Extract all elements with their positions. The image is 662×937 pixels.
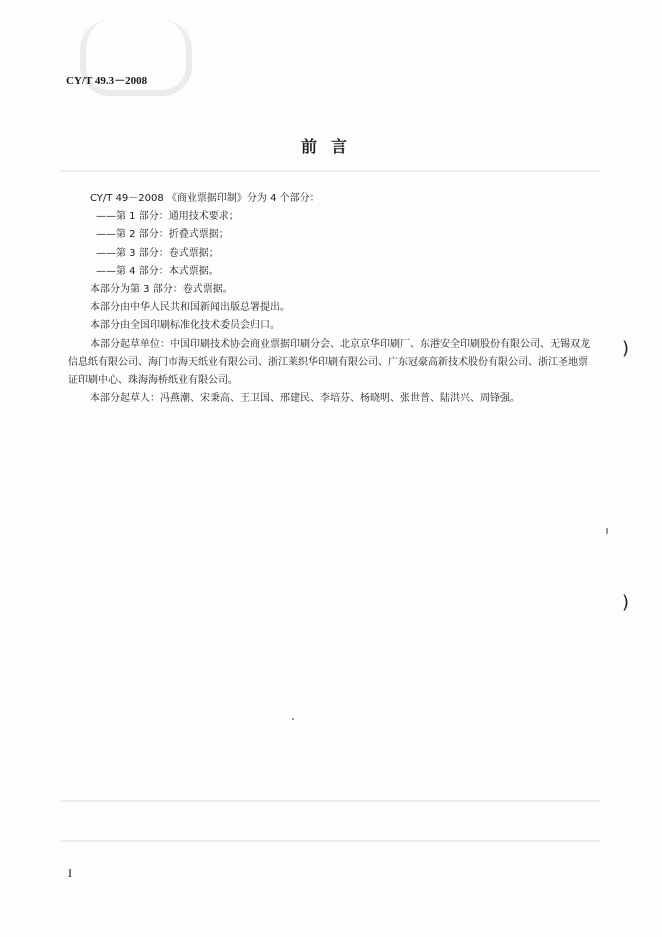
scan-bracket-mark: ) bbox=[622, 338, 630, 359]
show-through-line bbox=[60, 840, 600, 842]
list-item-part-4: ——第 4 部分：本式票据。 bbox=[96, 265, 219, 277]
standard-code: CY/T 49.3－2008 bbox=[66, 75, 148, 87]
paragraph-governing-body: 本部分由全国印刷标准化技术委员会归口。 bbox=[90, 320, 280, 332]
scan-speck bbox=[292, 718, 294, 720]
scan-speck bbox=[606, 528, 608, 534]
scan-bracket-mark: ) bbox=[622, 592, 630, 613]
page-title: 前言 bbox=[300, 137, 361, 156]
paragraph-parts-intro: CY/T 49－2008 《商业票据印制》分为 4 个部分： bbox=[90, 193, 320, 204]
paragraph-drafters: 本部分起草人：冯燕潮、宋秉高、王卫国、邢建民、李培芬、杨晓明、张世普、陆洪兴、周锋强。 bbox=[90, 393, 520, 405]
foreword-body bbox=[68, 190, 591, 408]
list-item-part-2: ——第 2 部分：折叠式票据； bbox=[96, 229, 229, 241]
paragraph-drafting-units: 本部分起草单位：中国印刷技术协会商业票据印刷分会、北京京华印刷厂、东港安全印刷股份有限公司、无锡双龙信息纸有限公司、海门市海天纸业有限公司、浙江莱织华印刷有限公司、广东冠豪高新技术股份有限公司、浙江圣地票证印刷中心、珠海海桥纸业有限公司。 bbox=[68, 338, 590, 387]
show-through-line bbox=[60, 170, 600, 172]
page-number: I bbox=[68, 866, 72, 880]
list-item-part-3: ——第 3 部分：卷式票据； bbox=[96, 247, 219, 259]
list-item-part-1: ——第 1 部分：通用技术要求； bbox=[96, 211, 239, 223]
paragraph-this-part: 本部分为第 3 部分：卷式票据。 bbox=[90, 284, 233, 296]
show-through-line bbox=[60, 800, 600, 802]
paragraph-proposer: 本部分由中华人民共和国新闻出版总署提出。 bbox=[90, 302, 290, 314]
